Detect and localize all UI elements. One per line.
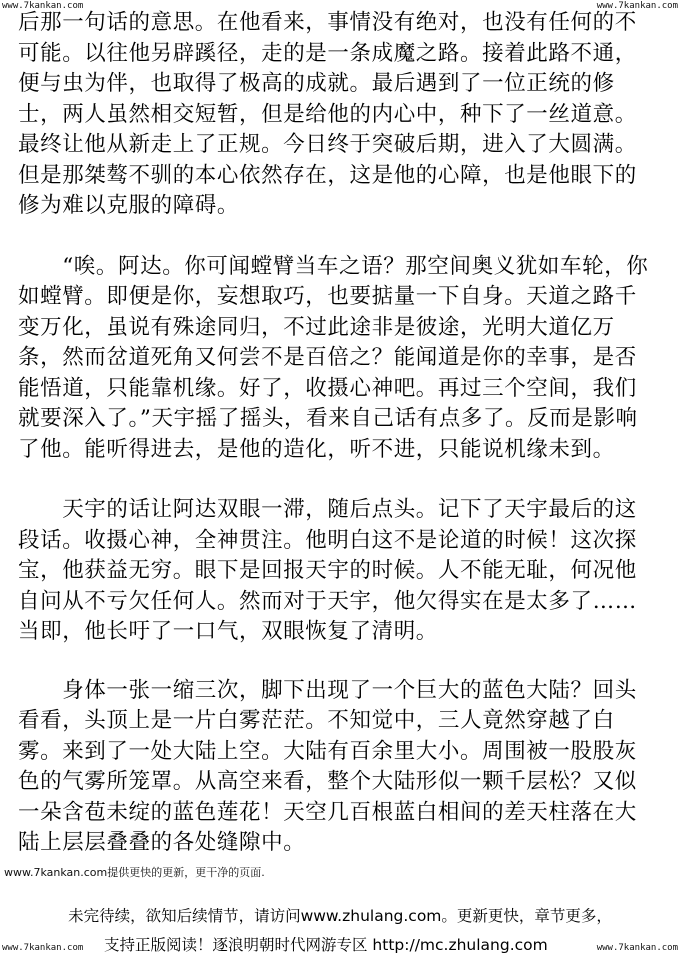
support-notice: 支持正版阅读！逐浪明朝时代网游专区 http://mc.zhulang.com (104, 936, 548, 954)
continue-reading-notice: 未完待续，欲知后续情节，请访问www.zhulang.com。更新更快，章节更多， (68, 907, 612, 925)
paragraph-gap (18, 222, 658, 252)
paragraph-gap (18, 465, 658, 495)
header-site-right: www.7kankan.com (596, 1, 678, 11)
paragraph-1: 后那一句话的意思。在他看来，事情没有绝对，也没有任何的不可能。以往他另辟蹊径，走的是一条成魔之路。接着此路不通，便与虫为伴，也取得了极高的成就。最后遇到了一位正统的修士，两人虽然相交短暂，但是给他的内心中，种下了一丝道意。最终让他从新走上了正规。今日终于突破后期，进入了大圆满。但是那桀骜不驯的本心依然存在，这是他的心障，也是他眼下的修为难以克服的障碍。 (18, 10, 637, 218)
footer-site-left: www.7kankan.com (2, 943, 84, 953)
footer-site-right: www.7kankan.com (596, 943, 678, 953)
paragraph-2: “唉。阿达。你可闻螳臂当车之语？那空间奥义犹如车轮，你如螳臂。即便是你，妄想取巧，也要掂量一下自身。天道之路千变万化，虽说有殊途同归，不过此途非是彼途，光明大道亿万条，然而岔道死角又何尝不是百倍之？能闻道是你的幸事，是否能悟道，只能靠机缘。好了，收摄心神吧。再过三个空间，我们就要深入了。”天宇摇了摇头，看来自己话有点多了。反而是影响了他。能听得进去，是他的造化，听不进，只能说机缘未到。 (18, 253, 649, 462)
paragraph-3: 天宇的话让阿达双眼一滞，随后点头。记下了天宇最后的这段话。收摄心神，全神贯注。他明白这不是论道的时候！这次探宝，他获益无穷。眼下是回报天宇的时候。人不能无耻，何况他自问从不亏欠任何人。然而对于天宇，他欠得实在是太多了……当即，他长吁了一口气，双眼恢复了清明。 (18, 497, 637, 644)
header-site-left: www.7kankan.com (2, 1, 84, 11)
paragraph-gap (18, 648, 658, 676)
site-update-note: www.7kankan.com提供更快的更新，更干净的页面. (4, 866, 265, 879)
paragraph-4: 身体一张一缩三次，脚下出现了一个巨大的蓝色大陆？回头看看，头顶上是一片白雾茫茫。不知觉中，三人竟然穿越了白雾。来到了一处大陆上空。大陆有百余里大小。周围被一股股灰色的气雾所笼罩。从高空来看，整个大陆形似一颗千层松？又似一朵含苞未绽的蓝色莲花！天空几百根蓝白相间的差天柱落在大陆上层层叠叠的各处缝隙中。 (18, 677, 637, 855)
chapter-body (18, 8, 658, 859)
